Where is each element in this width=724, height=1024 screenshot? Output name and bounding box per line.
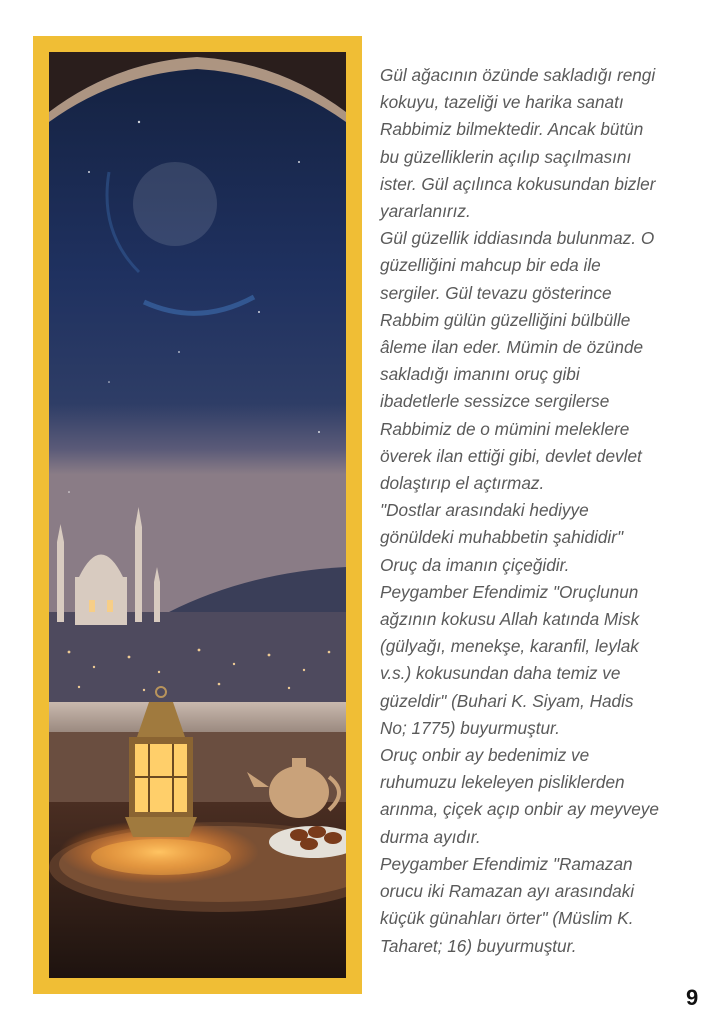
text-line: "Dostlar arasındaki hediyye [380,500,589,521]
text-line: Taharet; 16) buyurmuştur. [380,935,577,956]
text-line: Oruç da imanın çiçeğidir. [380,554,570,575]
text-line: ağzının kokusu Allah katında Misk [380,609,640,630]
text-line: Gül ağacının özünde sakladığı rengi [380,65,656,85]
text-line: güzeldir" (Buhari K. Siyam, Hadis [380,690,634,711]
text-line: Gül güzellik iddiasında bulunmaz. O [380,228,655,249]
text-line: küçük günahları örter" (Müslim K. [380,908,634,929]
text-line: sergiler. Gül tevazu gösterince [380,282,612,303]
text-line: Rabbimiz bilmektedir. Ancak bütün [380,119,644,140]
text-line: Rabbim gülün güzelliğini bülbülle [380,309,631,330]
text-line: No; 1775) buyurmuştur. [380,717,560,738]
text-line: dolaştırıp el açtırmaz. [380,473,545,494]
text-line: v.s.) kokusundan daha temiz ve [380,663,621,684]
text-line: Peygamber Efendimiz "Oruçlunun [380,581,639,602]
ramadan-night-illustration [49,52,346,978]
text-line: gönüldeki muhabbetin şahididir" [380,527,624,548]
text-line: orucu iki Ramazan ayı arasındaki [380,881,635,902]
text-line: överek ilan ettiği gibi, devlet devlet [380,445,642,466]
illustration-frame [33,36,362,994]
text-line: ruhumuzu lekeleyen pisliklerden [380,772,625,793]
text-line: ibadetlerle sessizce sergilerse [380,391,610,412]
text-line: kokuyu, tazeliği ve harika sanatı [380,92,624,113]
text-line: Peygamber Efendimiz "Ramazan [380,853,633,874]
text-line: ister. Gül açılınca kokusundan bizler [380,173,656,194]
text-line: yararlanırız. [380,201,471,222]
text-line: Rabbimiz de o mümini meleklere [380,418,630,439]
text-line: güzelliğini mahcup bir eda ile [380,255,601,276]
text-line: arınma, çiçek açıp onbir ay meyveye [380,799,659,820]
text-line: Oruç onbir ay bedenimiz ve [380,745,590,766]
text-line: sakladığı imanını oruç gibi [380,364,580,385]
text-line: durma ayıdır. [380,826,481,847]
body-text [380,62,716,960]
text-line: (gülyağı, menekşe, karanfil, leylak [380,636,639,657]
text-line: âleme ilan eder. Mümin de özünde [380,337,644,358]
text-line: bu güzelliklerin açılıp saçılmasını [380,146,632,167]
page-number: 9 [686,985,699,1010]
